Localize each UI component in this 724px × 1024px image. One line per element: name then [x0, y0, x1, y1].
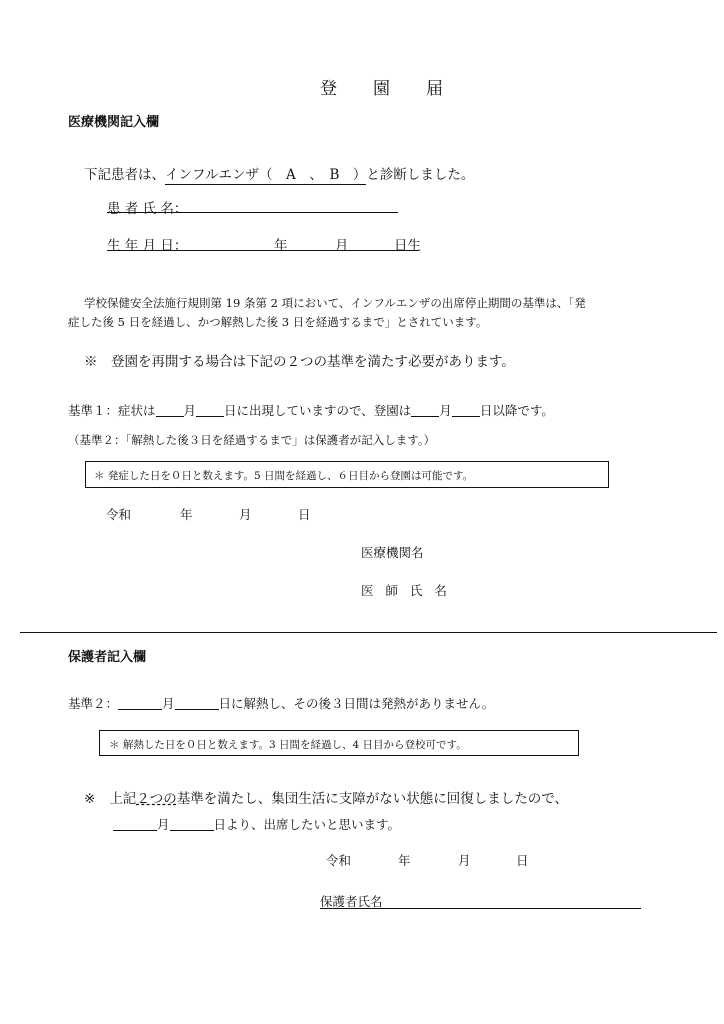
- diagnosis-suffix: と診断しました。: [366, 167, 475, 183]
- attend-text: 日より、出席したいと思います。: [213, 817, 401, 832]
- law-text-line1: 学校保健安全法施行規則第 19 条第 2 項において、インフルエンザの出席停止期間の基準は、「発: [84, 296, 586, 310]
- statement-two-criteria: ２つの: [136, 791, 177, 807]
- statement-body: 基準を満たし、集団生活に支障がない状態に回復しましたので、: [176, 791, 569, 807]
- medical-note-box: [85, 461, 609, 488]
- guardian-date-year: 年: [398, 853, 411, 868]
- guardian-statement-line1: [84, 787, 568, 807]
- patient-name-row: [107, 197, 187, 217]
- criterion1-end-text: 日以降です。: [479, 403, 554, 418]
- guardian-date-era: 令和: [326, 853, 352, 868]
- fever-end-month-field[interactable]: [118, 697, 162, 711]
- guardian-note-text: ＊ 解熱した日を０日と数えます。3 日間を経過し、4 日目から登校可です。: [109, 739, 467, 751]
- medical-date-day: 日: [298, 507, 311, 522]
- reference-mark: ※: [84, 791, 96, 807]
- criteria-notice: ※ 登園を再開する場合は下記の２つの基準を満たす必要があります。: [84, 354, 515, 370]
- guardian-criterion2-label: 基準２：: [68, 696, 119, 711]
- statement-prefix: 上記: [109, 791, 137, 807]
- criterion1-onset-day-field[interactable]: [196, 404, 224, 418]
- guardian-name-line[interactable]: [320, 908, 641, 909]
- diagnosis-prefix: 下記患者は、: [84, 167, 165, 183]
- guardian-month-label: 月: [162, 696, 175, 711]
- birthdate-year-label: 年: [274, 238, 288, 254]
- law-text-line2: 症した後 5 日を経過し、かつ解熱した後 3 日を経過するまで」とされています。: [68, 315, 488, 329]
- criterion1-middle-text: 日に出現していますので、登園は: [224, 403, 412, 418]
- patient-name-label: 患 者 氏 名：: [107, 201, 188, 217]
- doctor-name-label: 医 師 氏 名: [361, 583, 451, 598]
- guardian-section-heading: 保護者記入欄: [68, 650, 147, 665]
- birthdate-month-label: 月: [335, 238, 349, 254]
- criterion1-onset-month-field[interactable]: [156, 404, 184, 418]
- guardian-note-box: [99, 730, 579, 756]
- criterion1-return-month-field[interactable]: [411, 404, 439, 418]
- medical-section-heading: 医療機関記入欄: [68, 115, 160, 130]
- birthdate-day-label: 日生: [394, 238, 421, 254]
- section-divider: [20, 632, 717, 633]
- institution-name-label: 医療機関名: [361, 545, 424, 560]
- guardian-name-label: 保護者氏名: [320, 894, 383, 909]
- guardian-statement-line2: [113, 815, 400, 833]
- birthdate-label: 生 年 月 日：: [107, 238, 188, 254]
- criterion1-month-label: 月: [183, 403, 197, 418]
- guardian-criterion2-text: 日に解熱し、その後３日間は発熱がありません。: [218, 696, 495, 711]
- criterion1-return-day-field[interactable]: [452, 404, 480, 418]
- attend-month-label: 月: [157, 817, 170, 832]
- guardian-date-day: 日: [516, 853, 529, 868]
- criterion2-note: （基準２：「解熱した後３日を経過するまで」は保護者が記入します。）: [68, 433, 436, 447]
- attend-day-field[interactable]: [170, 818, 214, 832]
- medical-date-month: 月: [239, 507, 252, 522]
- medical-date-era: 令和: [106, 507, 132, 522]
- guardian-date-month: 月: [458, 853, 471, 868]
- medical-date-year: 年: [180, 507, 193, 522]
- criterion1-month2-label: 月: [439, 403, 452, 418]
- attend-month-field[interactable]: [113, 818, 157, 832]
- diagnosis-disease: インフルエンザ（ A 、 B ）: [165, 167, 367, 183]
- diagnosis-line: [84, 163, 474, 183]
- form-title: 登 園 届: [320, 79, 459, 99]
- patient-name-line[interactable]: [107, 212, 398, 213]
- criterion1-label: 基準１：症状は: [68, 403, 156, 418]
- medical-note-text: ＊ 発症した日を０日と数えます。5 日間を経過し、６日目から登園は可能です。: [94, 470, 474, 482]
- guardian-criterion2-line: [68, 694, 494, 712]
- fever-end-day-field[interactable]: [175, 697, 219, 711]
- birthdate-line[interactable]: [107, 250, 419, 251]
- criterion1-line: [68, 401, 554, 419]
